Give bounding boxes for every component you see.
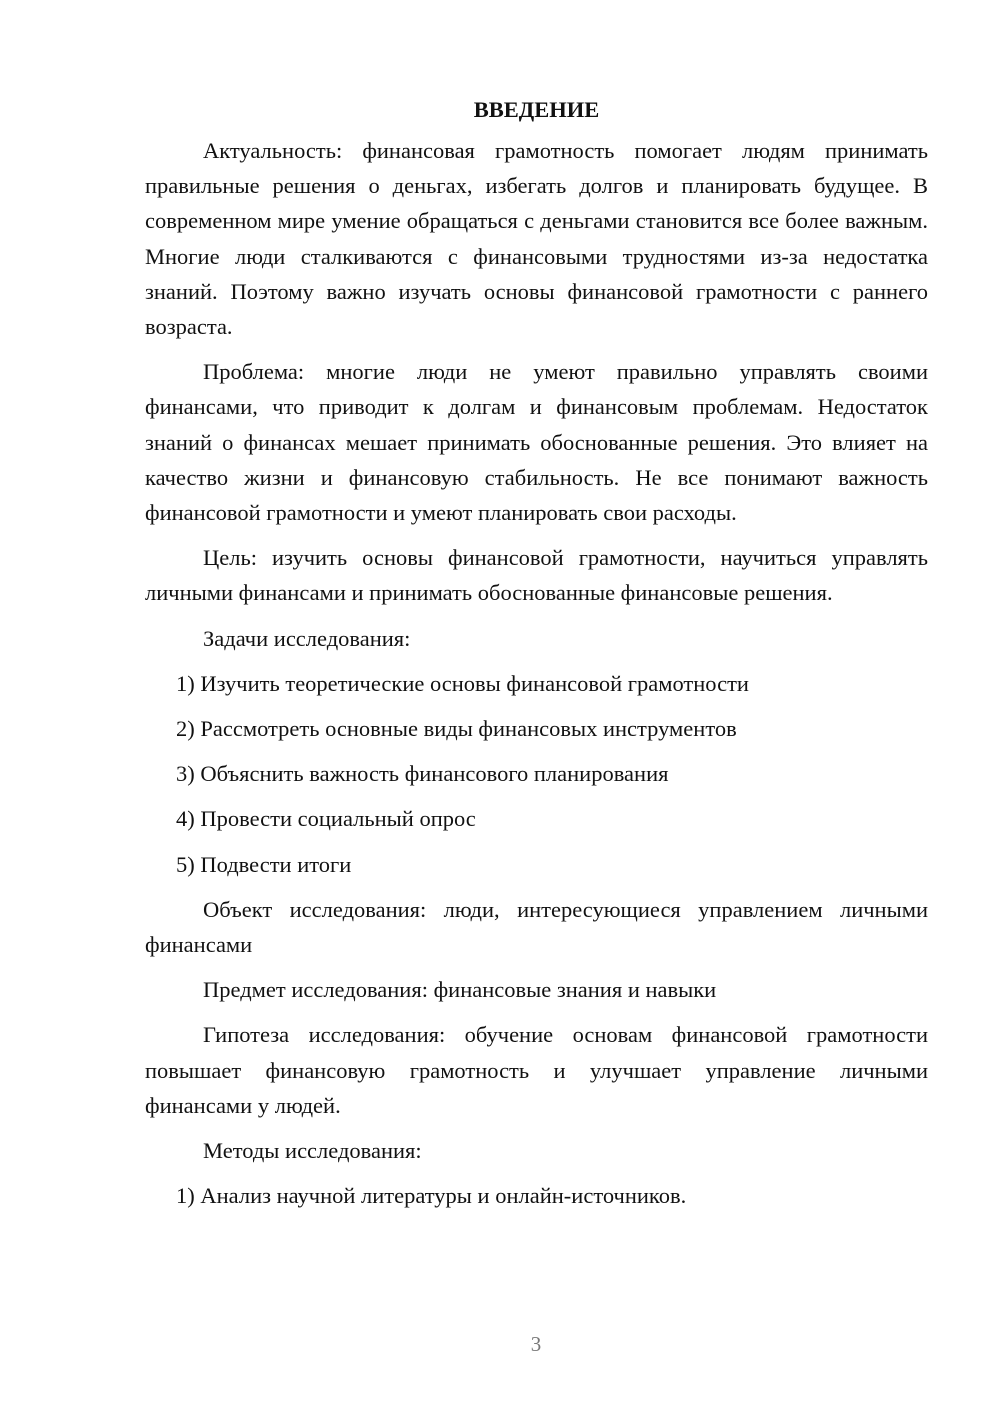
list-item: 5) Подвести итоги [176,851,352,877]
page-content [145,94,928,1223]
list-item: 1) Изучить теоретические основы финансовой грамотности [176,670,749,696]
list-item: 3) Объяснить важность финансового планирования [176,761,669,787]
subject-paragraph: Предмет исследования: финансовые знания и навыки [203,977,717,1003]
tasks-heading: Задачи исследования: [203,625,411,651]
methods-heading: Методы исследования: [203,1138,422,1164]
section-heading: ВВЕДЕНИЕ [473,97,600,122]
problem-paragraph: Проблема: многие люди не умеют правильно управлять своими финансами, что приводит к долгам и финансовым проблемам. Недостаток знаний о финансах мешает принимать обоснованные решения. Это влияет на качество жизни и финансовую стабильность. Не все понимают важность финансовой грамотности и умеют планировать свои расходы. [145,359,928,526]
list-item: 4) Провести социальный опрос [176,806,476,832]
page-number: 3 [530,1332,542,1356]
list-item: 2) Рассмотреть основные виды финансовых инструментов [176,716,737,742]
goal-paragraph: Цель: изучить основы финансовой грамотности, научиться управлять личными финансами и принимать обоснованные финансовые решения. [145,545,928,606]
methods-list [145,1178,928,1213]
tasks-list [145,666,928,882]
list-item: 1) Анализ научной литературы и онлайн-источников. [176,1183,687,1209]
relevance-paragraph: Актуальность: финансовая грамотность помогает людям принимать правильные решения о деньгах, избегать долгов и планировать будущее. В современном мире умение обращаться с деньгами становится все более важным. Многие люди сталкиваются с финансовыми трудностями из-за недостатка знаний. Поэтому важно изучать основы финансовой грамотности с раннего возраста. [145,138,928,340]
hypothesis-paragraph: Гипотеза исследования: обучение основам финансовой грамотности повышает финансовую грамотность и улучшает управление личными финансами у людей. [145,1022,928,1118]
object-paragraph: Объект исследования: люди, интересующиеся управлением личными финансами [145,896,928,958]
